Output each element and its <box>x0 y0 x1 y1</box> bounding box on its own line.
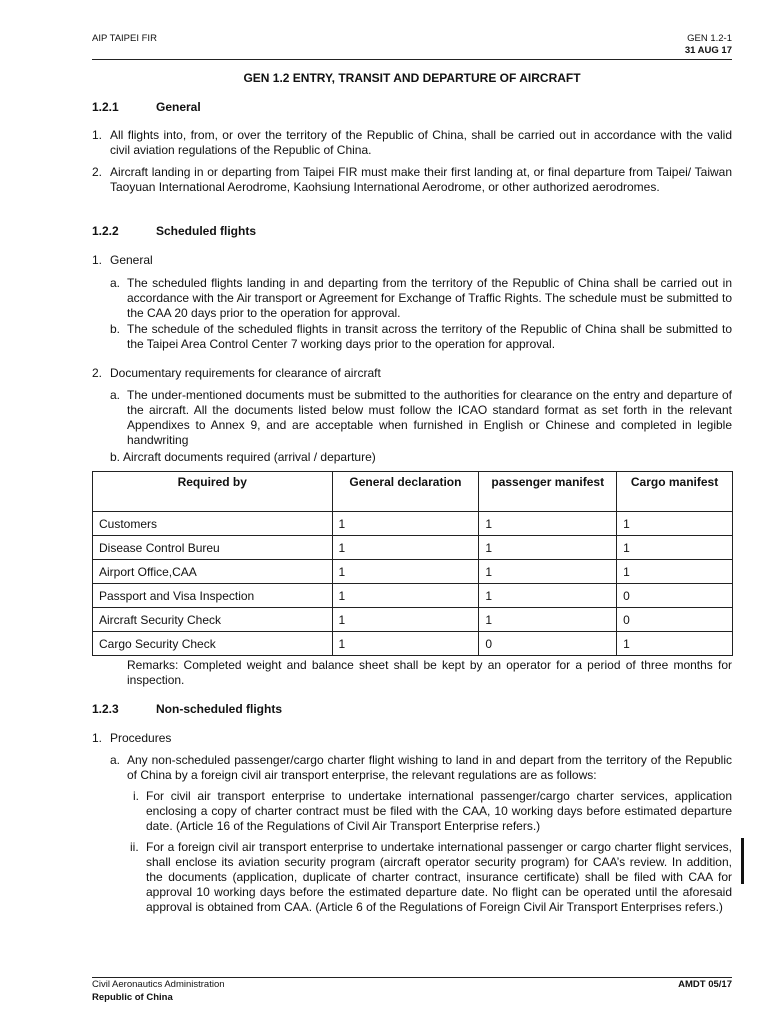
paragraph: Aircraft landing in or departing from Taipei FIR must make their first landing at, or final departure from Taipei/ Taiwan Taoyuan International Aerodrome, Kaohsiung International Aerodrome, or other authorized aerodromes. <box>110 165 732 194</box>
table-row <box>93 608 733 632</box>
table-cell: 0 <box>617 584 733 608</box>
table-cell: 1 <box>332 512 479 536</box>
table-cell: 0 <box>617 608 733 632</box>
table-cell: Passport and Visa Inspection <box>93 584 333 608</box>
table-cell: 1 <box>332 560 479 584</box>
table-cell: 1 <box>479 512 617 536</box>
item-number: 2. <box>92 165 103 179</box>
paragraph: For civil air transport enterprise to undertake international passenger/cargo charter services, application enclosing a copy of charter contract must be filed with the CAA, 10 working days before estimated departure date. (Article 16 of the Regulations of Civil Air Transport Enterprise refers.) <box>146 789 732 833</box>
subheading: General <box>110 253 153 267</box>
page-date: 31 AUG 17 <box>684 45 732 56</box>
table-header-row <box>93 472 733 512</box>
subheading: Documentary requirements for clearance of aircraft <box>110 366 381 380</box>
paragraph: Any non-scheduled passenger/cargo charter flight wishing to land in and depart from the territory of the Republic of China by a foreign civil air transport enterprise, the relevant regulations are as follows: <box>127 753 732 782</box>
footer-amendment: AMDT 05/17 <box>678 979 732 990</box>
table-cell: Airport Office,CAA <box>93 560 333 584</box>
section-number: 1.2.3 <box>92 702 119 716</box>
page-number: GEN 1.2-1 <box>687 33 732 44</box>
table-row <box>93 536 733 560</box>
footer-rule <box>92 977 732 978</box>
table-cell: 1 <box>332 536 479 560</box>
item-number: 1. <box>92 128 103 142</box>
table-cell: 1 <box>479 584 617 608</box>
footer-country: Republic of China <box>92 992 173 1003</box>
table-header: Required by <box>93 472 333 512</box>
table-cell: 1 <box>617 512 733 536</box>
section-title: General <box>156 100 201 114</box>
table-cell: 1 <box>332 632 479 656</box>
section-1-2-3-heading <box>92 702 282 716</box>
table-header: passenger manifest <box>479 472 617 512</box>
table-cell: Aircraft Security Check <box>93 608 333 632</box>
amendment-change-bar <box>741 838 744 884</box>
header-right <box>685 33 732 57</box>
item-number: 1. <box>92 731 103 745</box>
table-header: General declaration <box>332 472 479 512</box>
footer-organization: Civil Aeronautics Administration <box>92 979 225 990</box>
section-1-2-1-heading <box>92 100 201 114</box>
item-number: 1. <box>92 253 103 267</box>
paragraph: The schedule of the scheduled flights in transit across the territory of the Republic of China shall be submitted to the Taipei Area Control Center 7 working days prior to the operation for approval. <box>127 322 732 351</box>
table-cell: 1 <box>617 632 733 656</box>
table-cell: Customers <box>93 512 333 536</box>
table-cell: 1 <box>332 584 479 608</box>
item-letter: a. <box>110 276 121 290</box>
item-letter: a. <box>110 753 121 767</box>
item-roman: ii. <box>130 840 139 854</box>
paragraph: All flights into, from, or over the territory of the Republic of China, shall be carried out in accordance with the valid civil aviation regulations of the Republic of China. <box>110 128 732 157</box>
table-cell: 1 <box>479 560 617 584</box>
header-left: AIP TAIPEI FIR <box>92 33 157 44</box>
table-row <box>93 512 733 536</box>
table-cell: 1 <box>479 536 617 560</box>
section-number: 1.2.1 <box>92 100 119 114</box>
item-letter: b. <box>110 322 121 336</box>
paragraph: The scheduled flights landing in and departing from the territory of the Republic of China shall be carried out in accordance with the Air transport or Agreement for Exchange of Traffic Rights. The schedule must be submitted to the CAA 20 days prior to the operation for approval. <box>127 276 732 320</box>
item-roman: i. <box>133 789 139 803</box>
table-cell: 1 <box>617 560 733 584</box>
table-cell: Cargo Security Check <box>93 632 333 656</box>
paragraph: The under-mentioned documents must be submitted to the authorities for clearance on the entry and departure of the aircraft. All the documents listed below must follow the ICAO standard format as set forth in the relevant Appendixes to Annex 9, and are acceptable when furnished in English or Chinese and completed in legible handwriting <box>127 388 732 447</box>
table-row <box>93 632 733 656</box>
item-letter: b. <box>110 450 121 464</box>
table-cell: 1 <box>617 536 733 560</box>
table-row <box>93 560 733 584</box>
section-title: Scheduled flights <box>156 224 257 238</box>
section-number: 1.2.2 <box>92 224 119 238</box>
page-title: GEN 1.2 ENTRY, TRANSIT AND DEPARTURE OF AIRCRAFT <box>243 71 581 85</box>
table-cell: Disease Control Bureu <box>93 536 333 560</box>
section-title: Non-scheduled flights <box>156 702 282 716</box>
table-cell: 0 <box>479 632 617 656</box>
subheading: Procedures <box>110 731 172 745</box>
table-row <box>93 584 733 608</box>
documents-table <box>92 471 733 656</box>
table-header: Cargo manifest <box>617 472 733 512</box>
table-cell: 1 <box>479 608 617 632</box>
item-number: 2. <box>92 366 103 380</box>
section-1-2-2-heading <box>92 224 257 238</box>
header-rule <box>92 59 732 60</box>
table-cell: 1 <box>332 608 479 632</box>
table-remarks: Remarks: Completed weight and balance sheet shall be kept by an operator for a period of three months for inspection. <box>127 658 732 687</box>
item-letter: a. <box>110 388 121 402</box>
paragraph: For a foreign civil air transport enterprise to undertake international passenger or cargo charter flight services, shall enclose its aviation security program (aircraft operator security program) for CAA’s review. In addition, the documents (application, duplicate of charter contract, insurance certificate) shall be filed with CAA for approval 10 working days before the estimated departure date. No flight can be operated until the aforesaid approval is obtained from CAA. (Article 6 of the Regulations of Foreign Civil Air Transport Enterprises refers.) <box>146 840 732 914</box>
subheading: Aircraft documents required (arrival / departure) <box>123 450 376 464</box>
